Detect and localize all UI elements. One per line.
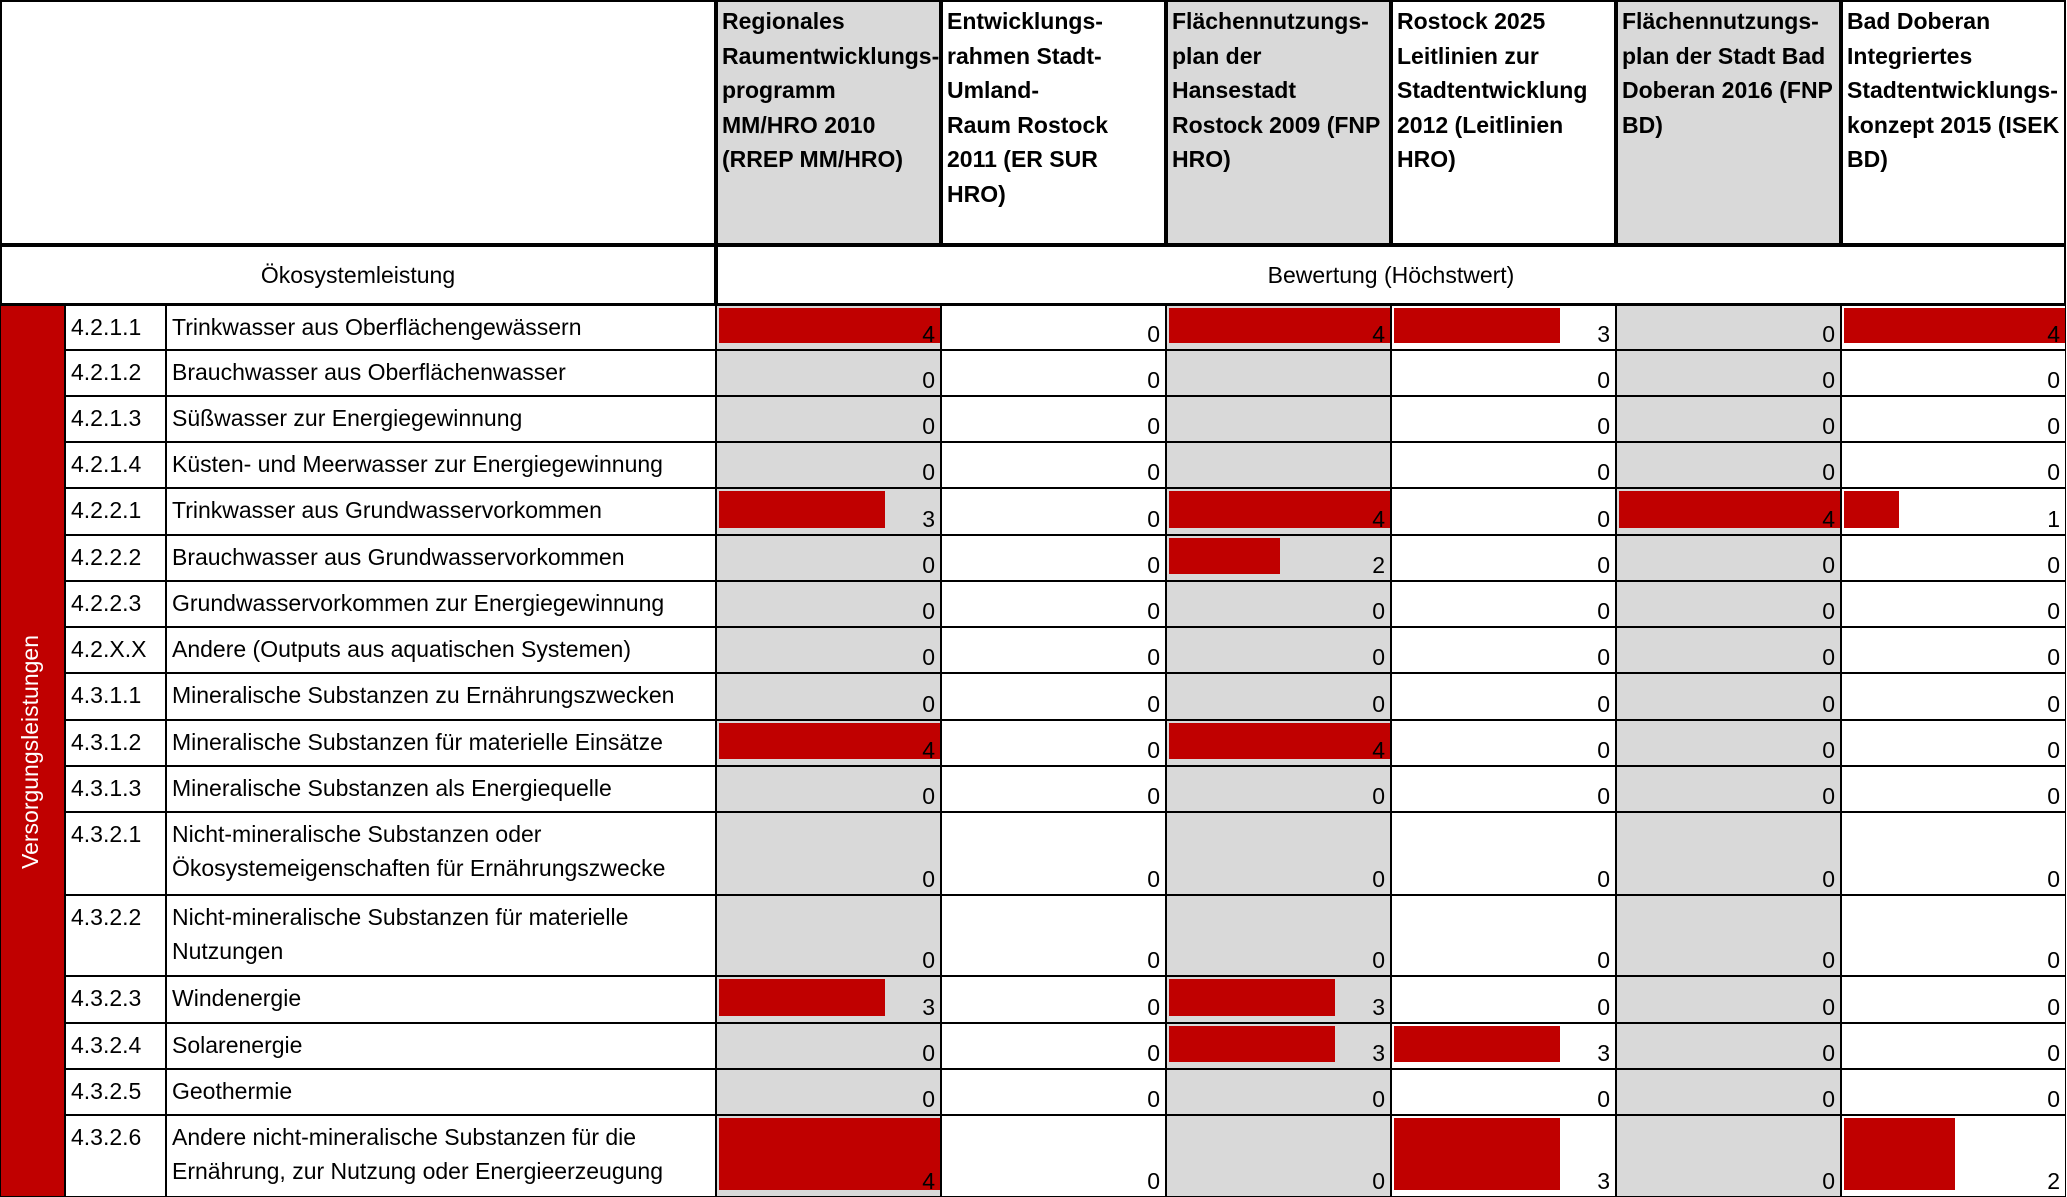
value-label: 0 <box>1147 598 1160 624</box>
value-label: 0 <box>1147 413 1160 439</box>
header-blank <box>0 0 716 245</box>
value-label: 3 <box>922 994 935 1020</box>
value-label: 4 <box>922 737 935 763</box>
value-label: 0 <box>1372 947 1385 973</box>
row-label: Brauchwasser aus Grundwasservorkommen <box>166 535 716 581</box>
value-cell <box>1166 976 1391 1023</box>
row-code: 4.3.1.1 <box>65 673 166 720</box>
value-cell <box>1841 673 2066 720</box>
row-label: Mineralische Substanzen zu Ernährungszwecken <box>166 673 716 720</box>
value-bar <box>719 723 940 759</box>
value-cell <box>716 673 941 720</box>
value-cell <box>716 812 941 895</box>
value-label: 0 <box>2047 1086 2060 1112</box>
value-cell <box>1391 895 1616 976</box>
value-bar <box>719 491 885 528</box>
value-bar <box>1169 308 1390 343</box>
value-cell <box>716 442 941 488</box>
value-label: 4 <box>1822 506 1835 532</box>
row-code: 4.2.2.2 <box>65 535 166 581</box>
value-cell <box>1841 627 2066 673</box>
value-cell <box>941 627 1166 673</box>
value-cell <box>1616 673 1841 720</box>
value-cell <box>716 350 941 396</box>
row-code: 4.2.1.4 <box>65 442 166 488</box>
value-label: 4 <box>922 1168 935 1194</box>
column-header: Rostock 2025 Leitlinien zur Stadtentwicklung 2012 (Leitlinien HRO) <box>1391 0 1616 245</box>
value-label: 0 <box>1372 1086 1385 1112</box>
row-label: Grundwasservorkommen zur Energiegewinnung <box>166 581 716 627</box>
value-bar <box>1394 308 1560 343</box>
value-cell <box>716 1023 941 1069</box>
value-label: 0 <box>1597 1086 1610 1112</box>
value-label: 0 <box>1597 459 1610 485</box>
left-header: Ökosystemleistung <box>0 245 716 305</box>
value-cell <box>1391 442 1616 488</box>
value-label: 0 <box>2047 644 2060 670</box>
row-label: Brauchwasser aus Oberflächenwasser <box>166 350 716 396</box>
group-label: Versorgungsleistungen <box>16 635 43 869</box>
value-cell <box>1391 1115 1616 1197</box>
value-cell <box>941 442 1166 488</box>
value-cell <box>1391 1023 1616 1069</box>
row-code: 4.2.2.1 <box>65 488 166 535</box>
value-cell <box>1166 673 1391 720</box>
value-cell <box>941 1069 1166 1115</box>
value-cell <box>1166 766 1391 812</box>
value-label: 0 <box>1372 644 1385 670</box>
value-cell <box>716 396 941 442</box>
row-code: 4.2.1.1 <box>65 305 166 350</box>
value-label: 0 <box>1372 866 1385 892</box>
value-cell <box>941 350 1166 396</box>
value-label: 0 <box>1822 598 1835 624</box>
value-bar <box>1844 1118 1955 1190</box>
value-cell <box>716 720 941 766</box>
value-cell <box>941 976 1166 1023</box>
row-label: Geothermie <box>166 1069 716 1115</box>
value-label: 0 <box>1822 691 1835 717</box>
row-label: Andere (Outputs aus aquatischen Systemen) <box>166 627 716 673</box>
value-cell <box>941 488 1166 535</box>
value-label: 0 <box>1372 691 1385 717</box>
value-label: 2 <box>1372 552 1385 578</box>
value-cell <box>1391 488 1616 535</box>
value-label: 0 <box>922 367 935 393</box>
value-label: 0 <box>922 1040 935 1066</box>
value-label: 0 <box>2047 994 2060 1020</box>
row-label: Trinkwasser aus Grundwasservorkommen <box>166 488 716 535</box>
value-label: 0 <box>1597 947 1610 973</box>
value-cell <box>1616 396 1841 442</box>
value-label: 0 <box>1147 367 1160 393</box>
value-label: 0 <box>1147 1040 1160 1066</box>
value-cell <box>1841 488 2066 535</box>
value-cell <box>716 627 941 673</box>
value-cell <box>716 976 941 1023</box>
value-label: 0 <box>1822 321 1835 347</box>
value-cell <box>1391 812 1616 895</box>
row-code: 4.3.2.4 <box>65 1023 166 1069</box>
value-label: 0 <box>1822 644 1835 670</box>
column-header: Entwicklungs- rahmen Stadt-Umland- Raum Rostock 2011 (ER SUR HRO) <box>941 0 1166 245</box>
right-header: Bewertung (Höchstwert) <box>716 245 2066 305</box>
value-label: 0 <box>1597 737 1610 763</box>
value-label: 0 <box>2047 367 2060 393</box>
value-bar <box>1169 1026 1335 1062</box>
value-label: 0 <box>2047 947 2060 973</box>
value-label: 0 <box>1147 866 1160 892</box>
row-code: 4.2.1.3 <box>65 396 166 442</box>
value-label: 0 <box>1147 783 1160 809</box>
value-cell <box>1166 581 1391 627</box>
value-label: 0 <box>922 691 935 717</box>
value-cell <box>716 305 941 350</box>
value-cell <box>716 1069 941 1115</box>
value-label: 3 <box>1597 321 1610 347</box>
value-label: 0 <box>922 783 935 809</box>
value-label: 0 <box>1822 459 1835 485</box>
value-label: 0 <box>2047 1040 2060 1066</box>
value-cell <box>1616 720 1841 766</box>
value-cell <box>1841 350 2066 396</box>
value-label: 4 <box>2047 321 2060 347</box>
value-bar <box>719 308 940 343</box>
value-cell <box>1841 1115 2066 1197</box>
row-code: 4.2.X.X <box>65 627 166 673</box>
column-header: Regionales Raumentwicklungs- programm MM/HRO 2010 (RREP MM/HRO) <box>716 0 941 245</box>
value-cell <box>1616 535 1841 581</box>
value-cell <box>1616 350 1841 396</box>
value-cell <box>1616 442 1841 488</box>
row-label: Windenergie <box>166 976 716 1023</box>
value-bar <box>1844 308 2065 343</box>
row-label: Andere nicht-mineralische Substanzen für die Ernährung, zur Nutzung oder Energieerzeugung <box>166 1115 716 1197</box>
value-cell <box>1841 1023 2066 1069</box>
row-code: 4.3.1.3 <box>65 766 166 812</box>
value-cell <box>1166 396 1391 442</box>
row-code: 4.3.2.5 <box>65 1069 166 1115</box>
value-cell <box>1841 720 2066 766</box>
row-label: Süßwasser zur Energiegewinnung <box>166 396 716 442</box>
value-bar <box>1169 723 1390 759</box>
value-label: 0 <box>1147 1086 1160 1112</box>
row-code: 4.3.2.6 <box>65 1115 166 1197</box>
value-cell <box>1841 305 2066 350</box>
value-label: 0 <box>1822 947 1835 973</box>
value-cell <box>716 581 941 627</box>
value-cell <box>941 581 1166 627</box>
value-bar <box>1619 491 1840 528</box>
value-cell <box>1166 305 1391 350</box>
row-label: Nicht-mineralische Substanzen für materielle Nutzungen <box>166 895 716 976</box>
group-cell <box>0 305 65 1197</box>
value-cell <box>1391 766 1616 812</box>
value-cell <box>1841 1069 2066 1115</box>
value-cell <box>1391 720 1616 766</box>
value-cell <box>1166 627 1391 673</box>
value-cell <box>1166 535 1391 581</box>
value-bar <box>1844 491 1899 528</box>
value-cell <box>1166 812 1391 895</box>
value-cell <box>941 720 1166 766</box>
value-cell <box>1841 766 2066 812</box>
value-label: 0 <box>922 866 935 892</box>
value-cell <box>1841 895 2066 976</box>
value-cell <box>941 812 1166 895</box>
row-label: Nicht-mineralische Substanzen oder Ökosystemeigenschaften für Ernährungszwecke <box>166 812 716 895</box>
value-label: 0 <box>922 947 935 973</box>
value-label: 0 <box>1147 506 1160 532</box>
value-label: 4 <box>1372 506 1385 532</box>
value-label: 3 <box>922 506 935 532</box>
value-label: 0 <box>2047 413 2060 439</box>
value-cell <box>941 895 1166 976</box>
value-label: 3 <box>1597 1040 1610 1066</box>
value-cell <box>1616 305 1841 350</box>
value-cell <box>1616 1115 1841 1197</box>
value-cell <box>1166 350 1391 396</box>
value-bar <box>719 1118 940 1190</box>
value-cell <box>1391 350 1616 396</box>
value-label: 0 <box>1147 321 1160 347</box>
value-label: 0 <box>2047 783 2060 809</box>
value-bar <box>1169 491 1390 528</box>
value-label: 0 <box>922 459 935 485</box>
value-label: 0 <box>2047 552 2060 578</box>
value-label: 0 <box>1597 644 1610 670</box>
column-header: Flächennutzungs- plan der Stadt Bad Doberan 2016 (FNP BD) <box>1616 0 1841 245</box>
value-label: 0 <box>1147 691 1160 717</box>
value-label: 0 <box>1822 1040 1835 1066</box>
value-cell <box>716 895 941 976</box>
value-cell <box>1616 1069 1841 1115</box>
value-label: 0 <box>922 644 935 670</box>
value-label: 0 <box>1372 598 1385 624</box>
row-code: 4.3.2.2 <box>65 895 166 976</box>
value-label: 0 <box>1822 994 1835 1020</box>
row-label: Mineralische Substanzen für materielle Einsätze <box>166 720 716 766</box>
value-label: 0 <box>1147 459 1160 485</box>
column-header: Bad Doberan Integriertes Stadtentwicklungs- konzept 2015 (ISEK BD) <box>1841 0 2066 245</box>
value-cell <box>1166 1069 1391 1115</box>
value-cell <box>1616 488 1841 535</box>
value-label: 0 <box>1372 1168 1385 1194</box>
value-cell <box>716 488 941 535</box>
value-cell <box>1391 627 1616 673</box>
value-cell <box>1391 673 1616 720</box>
value-label: 0 <box>1147 1168 1160 1194</box>
value-cell <box>1616 581 1841 627</box>
value-bar <box>1394 1118 1560 1190</box>
value-cell <box>1841 442 2066 488</box>
value-label: 0 <box>922 1086 935 1112</box>
value-label: 0 <box>1822 783 1835 809</box>
value-label: 0 <box>1822 1168 1835 1194</box>
value-label: 0 <box>922 413 935 439</box>
value-cell <box>1166 895 1391 976</box>
value-cell <box>1616 1023 1841 1069</box>
value-cell <box>941 766 1166 812</box>
value-cell <box>941 673 1166 720</box>
value-label: 0 <box>922 552 935 578</box>
value-label: 0 <box>2047 691 2060 717</box>
row-code: 4.3.2.3 <box>65 976 166 1023</box>
value-label: 0 <box>1147 947 1160 973</box>
value-label: 0 <box>1597 691 1610 717</box>
row-code: 4.3.2.1 <box>65 812 166 895</box>
row-label: Solarenergie <box>166 1023 716 1069</box>
value-cell <box>1616 627 1841 673</box>
value-bar <box>719 979 885 1016</box>
value-label: 0 <box>1147 552 1160 578</box>
value-label: 4 <box>1372 321 1385 347</box>
value-cell <box>1166 1023 1391 1069</box>
value-label: 0 <box>1597 552 1610 578</box>
value-cell <box>1616 895 1841 976</box>
value-label: 3 <box>1597 1168 1610 1194</box>
value-label: 0 <box>1822 1086 1835 1112</box>
value-cell <box>941 535 1166 581</box>
value-cell <box>941 1023 1166 1069</box>
value-label: 1 <box>2047 506 2060 532</box>
value-cell <box>1841 535 2066 581</box>
value-label: 0 <box>1597 506 1610 532</box>
value-label: 0 <box>922 598 935 624</box>
value-cell <box>941 305 1166 350</box>
row-code: 4.3.1.2 <box>65 720 166 766</box>
value-cell <box>1841 581 2066 627</box>
value-cell <box>1391 535 1616 581</box>
value-label: 0 <box>1822 866 1835 892</box>
value-label: 3 <box>1372 994 1385 1020</box>
value-label: 2 <box>2047 1168 2060 1194</box>
value-label: 0 <box>1822 737 1835 763</box>
value-cell <box>1391 1069 1616 1115</box>
value-label: 0 <box>1822 413 1835 439</box>
value-cell <box>1616 766 1841 812</box>
value-cell <box>716 766 941 812</box>
value-label: 4 <box>922 321 935 347</box>
value-label: 0 <box>1597 367 1610 393</box>
value-cell <box>716 1115 941 1197</box>
row-code: 4.2.1.2 <box>65 350 166 396</box>
value-cell <box>941 396 1166 442</box>
value-label: 4 <box>1372 737 1385 763</box>
column-header: Flächennutzungs- plan der Hansestadt Rostock 2009 (FNP HRO) <box>1166 0 1391 245</box>
value-label: 0 <box>2047 866 2060 892</box>
value-cell <box>1391 396 1616 442</box>
value-label: 0 <box>2047 459 2060 485</box>
row-label: Küsten- und Meerwasser zur Energiegewinnung <box>166 442 716 488</box>
value-cell <box>1166 488 1391 535</box>
value-cell <box>1616 812 1841 895</box>
value-bar <box>1169 979 1335 1016</box>
value-label: 0 <box>1147 737 1160 763</box>
value-label: 0 <box>1372 783 1385 809</box>
value-cell <box>941 1115 1166 1197</box>
value-cell <box>1391 976 1616 1023</box>
value-label: 0 <box>1147 644 1160 670</box>
value-cell <box>1841 396 2066 442</box>
value-label: 0 <box>1822 367 1835 393</box>
value-cell <box>1166 720 1391 766</box>
value-bar <box>1169 538 1280 574</box>
value-cell <box>716 535 941 581</box>
value-bar <box>1394 1026 1560 1062</box>
value-label: 3 <box>1372 1040 1385 1066</box>
row-label: Trinkwasser aus Oberflächengewässern <box>166 305 716 350</box>
value-label: 0 <box>1597 866 1610 892</box>
value-label: 0 <box>1597 783 1610 809</box>
row-code: 4.2.2.3 <box>65 581 166 627</box>
value-cell <box>1841 976 2066 1023</box>
value-label: 0 <box>1597 413 1610 439</box>
value-cell <box>1166 1115 1391 1197</box>
value-label: 0 <box>1147 994 1160 1020</box>
value-cell <box>1391 305 1616 350</box>
value-label: 0 <box>1597 994 1610 1020</box>
value-label: 0 <box>2047 598 2060 624</box>
value-label: 0 <box>1597 598 1610 624</box>
value-cell <box>1391 581 1616 627</box>
value-cell <box>1616 976 1841 1023</box>
value-label: 0 <box>2047 737 2060 763</box>
value-label: 0 <box>1822 552 1835 578</box>
value-cell <box>1166 442 1391 488</box>
row-label: Mineralische Substanzen als Energiequelle <box>166 766 716 812</box>
value-cell <box>1841 812 2066 895</box>
